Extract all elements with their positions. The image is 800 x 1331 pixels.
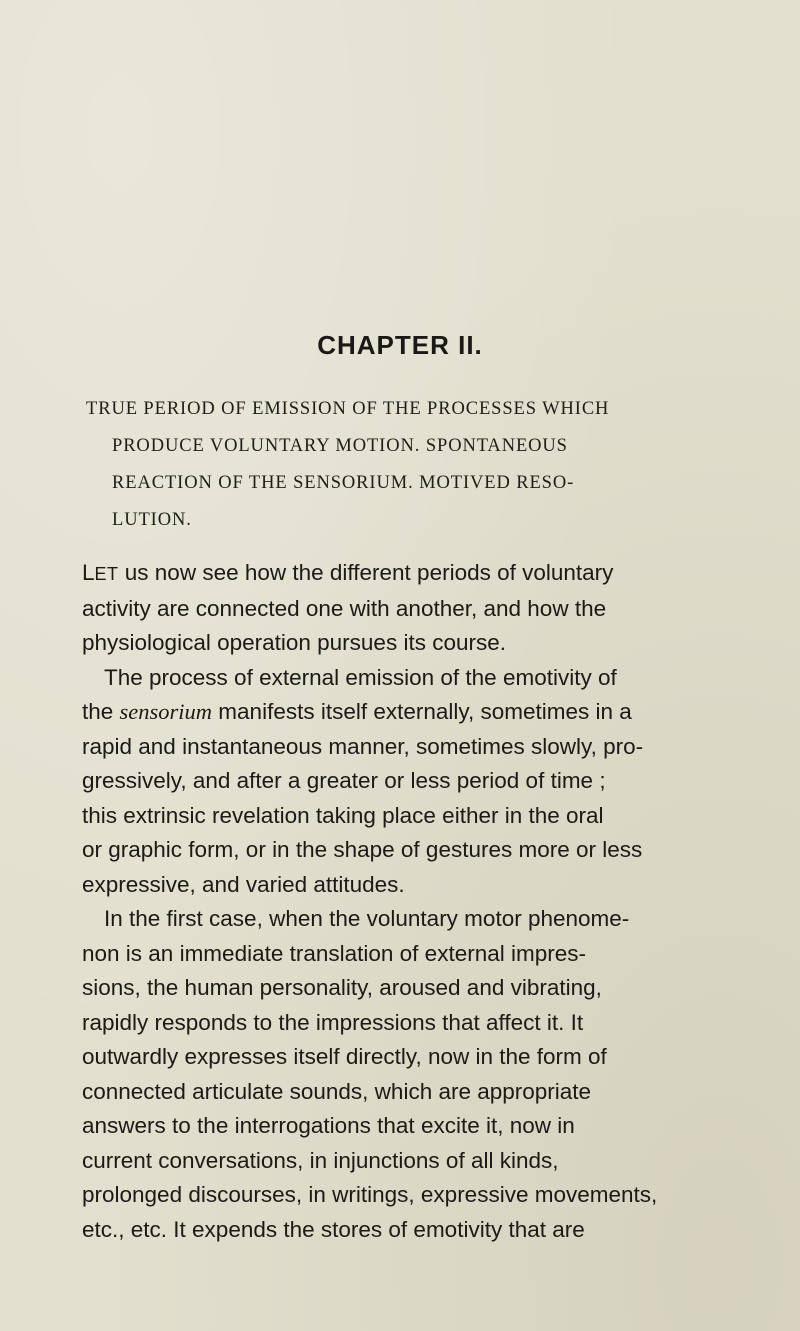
summary-line: REACTION OF THE SENSORIUM. MOTIVED RESO-: [112, 473, 575, 493]
drop-initial: L: [82, 560, 95, 585]
text-line: rapidly responds to the impressions that affect it. It: [82, 1009, 584, 1035]
text-line: In the first case, when the voluntary motor phenome-: [104, 906, 630, 931]
chapter-title: CHAPTER II.: [317, 330, 483, 360]
text-line: [82, 556, 722, 592]
small-caps-word: ET: [94, 564, 119, 584]
text-line: answers to the interrogations that excite it, now in: [82, 1113, 575, 1138]
text-line: current conversations, in injunctions of all kinds,: [82, 1147, 559, 1173]
text-line: expressive, and varied attitudes.: [82, 871, 405, 897]
text-line: gressively, and after a greater or less period of time ;: [82, 768, 606, 793]
text-line: connected articulate sounds, which are appropriate: [82, 1078, 592, 1104]
text-line: outwardly expresses itself directly, now in the form of: [82, 1044, 607, 1069]
text-line: rapid and instantaneous manner, sometimes slowly, pro-: [82, 733, 644, 759]
body-text: [82, 556, 722, 1247]
chapter-summary: [86, 391, 766, 539]
text-fragment: manifests itself externally, sometimes in a: [212, 699, 632, 724]
italic-term: sensorium: [119, 699, 213, 724]
text-line: prolonged discourses, in writings, expressive movements,: [82, 1182, 658, 1207]
text-line: or graphic form, or in the shape of gestures more or less: [82, 837, 643, 862]
text-line: activity are connected one with another, and how the: [82, 595, 607, 621]
text-line: physiological operation pursues its course.: [82, 630, 506, 655]
summary-line: TRUE PERIOD OF EMISSION OF THE PROCESSES WHICH: [86, 399, 610, 419]
text-line: non is an immediate translation of external impres-: [82, 940, 586, 966]
text-line: [82, 695, 722, 730]
summary-line: PRODUCE VOLUNTARY MOTION. SPONTANEOUS: [112, 436, 568, 456]
text-line: sions, the human personality, aroused and vibrating,: [82, 975, 602, 1000]
text-fragment: the: [82, 699, 120, 724]
text-line: etc., etc. It expends the stores of emotivity that are: [82, 1216, 585, 1242]
text-fragment: us now see how the different periods of voluntary: [118, 560, 614, 585]
text-line: this extrinsic revelation taking place either in the oral: [82, 802, 604, 828]
text-line: The process of external emission of the emotivity of: [104, 664, 617, 690]
summary-line: LUTION.: [112, 510, 192, 530]
